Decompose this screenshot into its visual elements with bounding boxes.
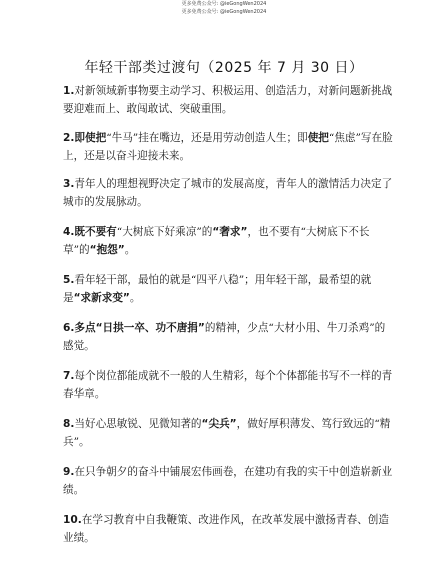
sentence-item-9: [63, 463, 393, 499]
sentence-text: ，做好厚积薄发、笃行致远的“精兵”。: [63, 418, 391, 448]
sentence-list: [63, 82, 393, 547]
sentence-text: ，也不要有“大树底下不长草”的: [63, 226, 370, 256]
sentence-text: 对新领域新事物要主动学习、积极运用、创造活力，对新问题新挑战要迎难而上、敢闯敢试、突破重围。: [63, 85, 393, 115]
sentence-text: 当好心思敏锐、见微知著的: [74, 418, 202, 430]
sentence-item-8: [63, 415, 393, 451]
sentence-item-2: [63, 129, 393, 165]
sentence-text: 的精神，少点“大材小用、牛刀杀鸡”的感觉。: [63, 322, 386, 352]
sentence-bold-text: 即使把: [74, 132, 107, 144]
sentence-text: 在学习教育中自我鞭策、改进作风，在改革发展中激扬青春、创造业绩。: [63, 514, 389, 544]
sentence-text: “大树底下好乘凉”的: [116, 226, 213, 238]
sentence-bold-text: “抱怨”: [89, 244, 125, 256]
sentence-number: 9.: [63, 466, 75, 478]
sentence-number: 5.: [63, 274, 75, 286]
sentence-text: 在只争朝夕的奋斗中铺展宏伟画卷，在建功有我的实干中创造崭新业绩。: [63, 466, 393, 496]
sentence-item-10: [63, 511, 393, 547]
sentence-text: 。: [124, 244, 136, 256]
sentence-text: 青年人的理想视野决定了城市的发展高度，青年人的激情活力决定了城市的发展脉动。: [63, 178, 393, 208]
sentence-item-7: [63, 367, 393, 403]
sentence-number: 6.: [63, 322, 75, 334]
sentence-number: 7.: [63, 370, 75, 382]
sentence-number: 2.: [63, 132, 75, 144]
sentence-text: 看年轻干部，最怕的就是“四平八稳”；用年轻干部，最希望的就是: [63, 274, 372, 304]
sentence-bold-text: 既不要有: [74, 226, 117, 238]
sentence-text: 每个岗位都能成就不一般的人生精彩，每个个体都能书写不一样的青春华章。: [63, 370, 393, 400]
sentence-bold-text: “奢求”: [212, 226, 248, 238]
sentence-bold-text: “求新求变”: [73, 292, 130, 304]
sentence-item-5: [63, 271, 393, 307]
sentence-bold-text: “尖兵”: [201, 418, 237, 430]
sentence-number: 3.: [63, 178, 75, 190]
sentence-bold-text: 使把: [307, 132, 329, 144]
sentence-item-4: [63, 223, 393, 259]
sentence-text: “焦虑”写在脸上，还是以奋斗迎接未来。: [63, 132, 393, 162]
sentence-text: “牛马”挂在嘴边，还是用劳动创造人生；即: [106, 132, 308, 144]
sentence-number: 1.: [63, 85, 75, 97]
sentence-number: 10.: [63, 514, 82, 526]
sentence-number: 8.: [63, 418, 75, 430]
watermark-line-2: 更多免费公众号: @ieGongWen2024: [181, 9, 267, 15]
sentence-item-6: [63, 319, 393, 355]
sentence-item-1: [63, 82, 393, 118]
document-title: 年轻干部类过渡句（2025 年 7 月 30 日）: [84, 60, 364, 76]
sentence-number: 4.: [63, 226, 75, 238]
sentence-item-3: [63, 175, 393, 211]
watermark-line-1: 更多免费公众号: @ieGongWen2024: [181, 1, 267, 7]
sentence-text: 。: [129, 292, 141, 304]
sentence-bold-text: 多点“日拱一卒、功不唐捐”: [74, 322, 205, 334]
